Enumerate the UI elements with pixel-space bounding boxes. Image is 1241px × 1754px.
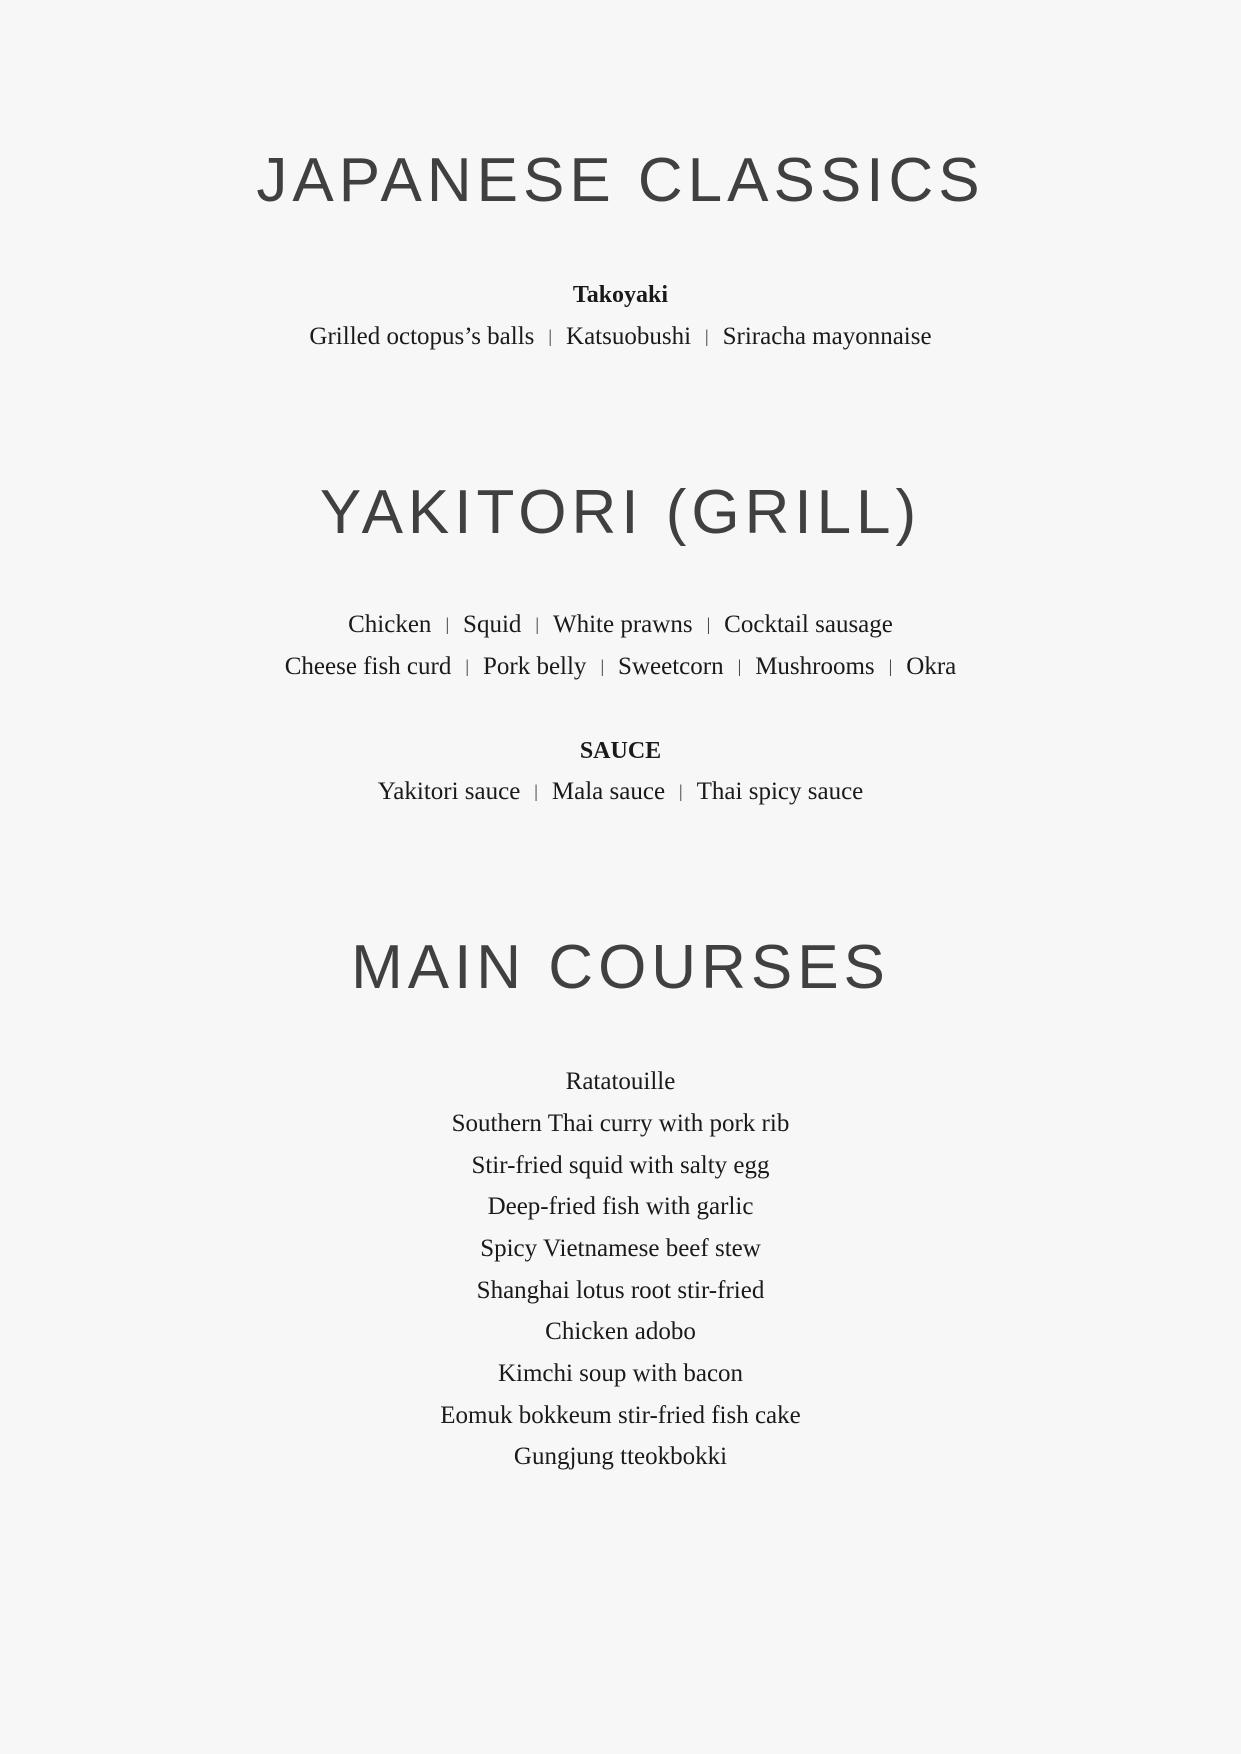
separator: |	[737, 656, 742, 676]
menu-item: Okra	[906, 653, 957, 680]
sauce-item: Mala sauce	[551, 778, 666, 805]
sauce-label: SAUCE	[579, 738, 662, 764]
separator: |	[465, 656, 469, 676]
separator: |	[679, 781, 683, 801]
separator: |	[888, 656, 893, 676]
yakitori-items-row-2	[0, 654, 1241, 679]
menu-item: Squid	[463, 611, 522, 638]
section-title-yakitori: YAKITORI (GRILL)	[319, 478, 922, 547]
menu-item: Pork belly	[482, 653, 587, 680]
list-item: Stir-fried squid with salty egg	[471, 1152, 770, 1179]
section-title-main-courses: MAIN COURSES	[351, 933, 890, 1002]
list-item: Spicy Vietnamese beef stew	[480, 1235, 761, 1262]
sauce-item: Thai spicy sauce	[696, 778, 864, 805]
yakitori-items-row-1	[0, 612, 1241, 637]
dish-name-takoyaki: Takoyaki	[572, 282, 669, 308]
list-item: Gungjung tteokbokki	[513, 1443, 728, 1470]
separator: |	[534, 781, 538, 801]
menu-item: Cocktail sausage	[724, 611, 893, 638]
menu-item: Mushrooms	[755, 653, 875, 680]
list-item: Southern Thai curry with pork rib	[451, 1110, 790, 1137]
sauce-list	[0, 779, 1241, 804]
separator: |	[600, 656, 605, 676]
separator: |	[706, 614, 711, 634]
list-item: Kimchi soup with bacon	[497, 1360, 744, 1387]
menu-item: White prawns	[553, 611, 693, 638]
list-item: Shanghai lotus root stir-fried	[476, 1277, 765, 1304]
separator: |	[445, 614, 450, 634]
component: Grilled octopus’s balls	[309, 323, 535, 350]
menu-item: Cheese fish curd	[284, 653, 452, 680]
list-item: Chicken adobo	[545, 1318, 696, 1345]
menu-item: Sweetcorn	[618, 653, 724, 680]
list-item: Deep-fried fish with garlic	[487, 1193, 754, 1220]
separator: |	[535, 614, 540, 634]
dish-components-takoyaki	[0, 324, 1241, 349]
separator: |	[705, 326, 709, 346]
sauce-item: Yakitori sauce	[377, 778, 521, 805]
section-title-japanese-classics: JAPANESE CLASSICS	[256, 146, 985, 215]
list-item: Ratatouille	[565, 1068, 676, 1095]
separator: |	[548, 326, 553, 346]
menu-item: Chicken	[348, 611, 432, 638]
list-item: Eomuk bokkeum stir-fried fish cake	[440, 1402, 801, 1429]
component: Katsuobushi	[566, 323, 692, 350]
component: Sriracha mayonnaise	[722, 323, 932, 350]
